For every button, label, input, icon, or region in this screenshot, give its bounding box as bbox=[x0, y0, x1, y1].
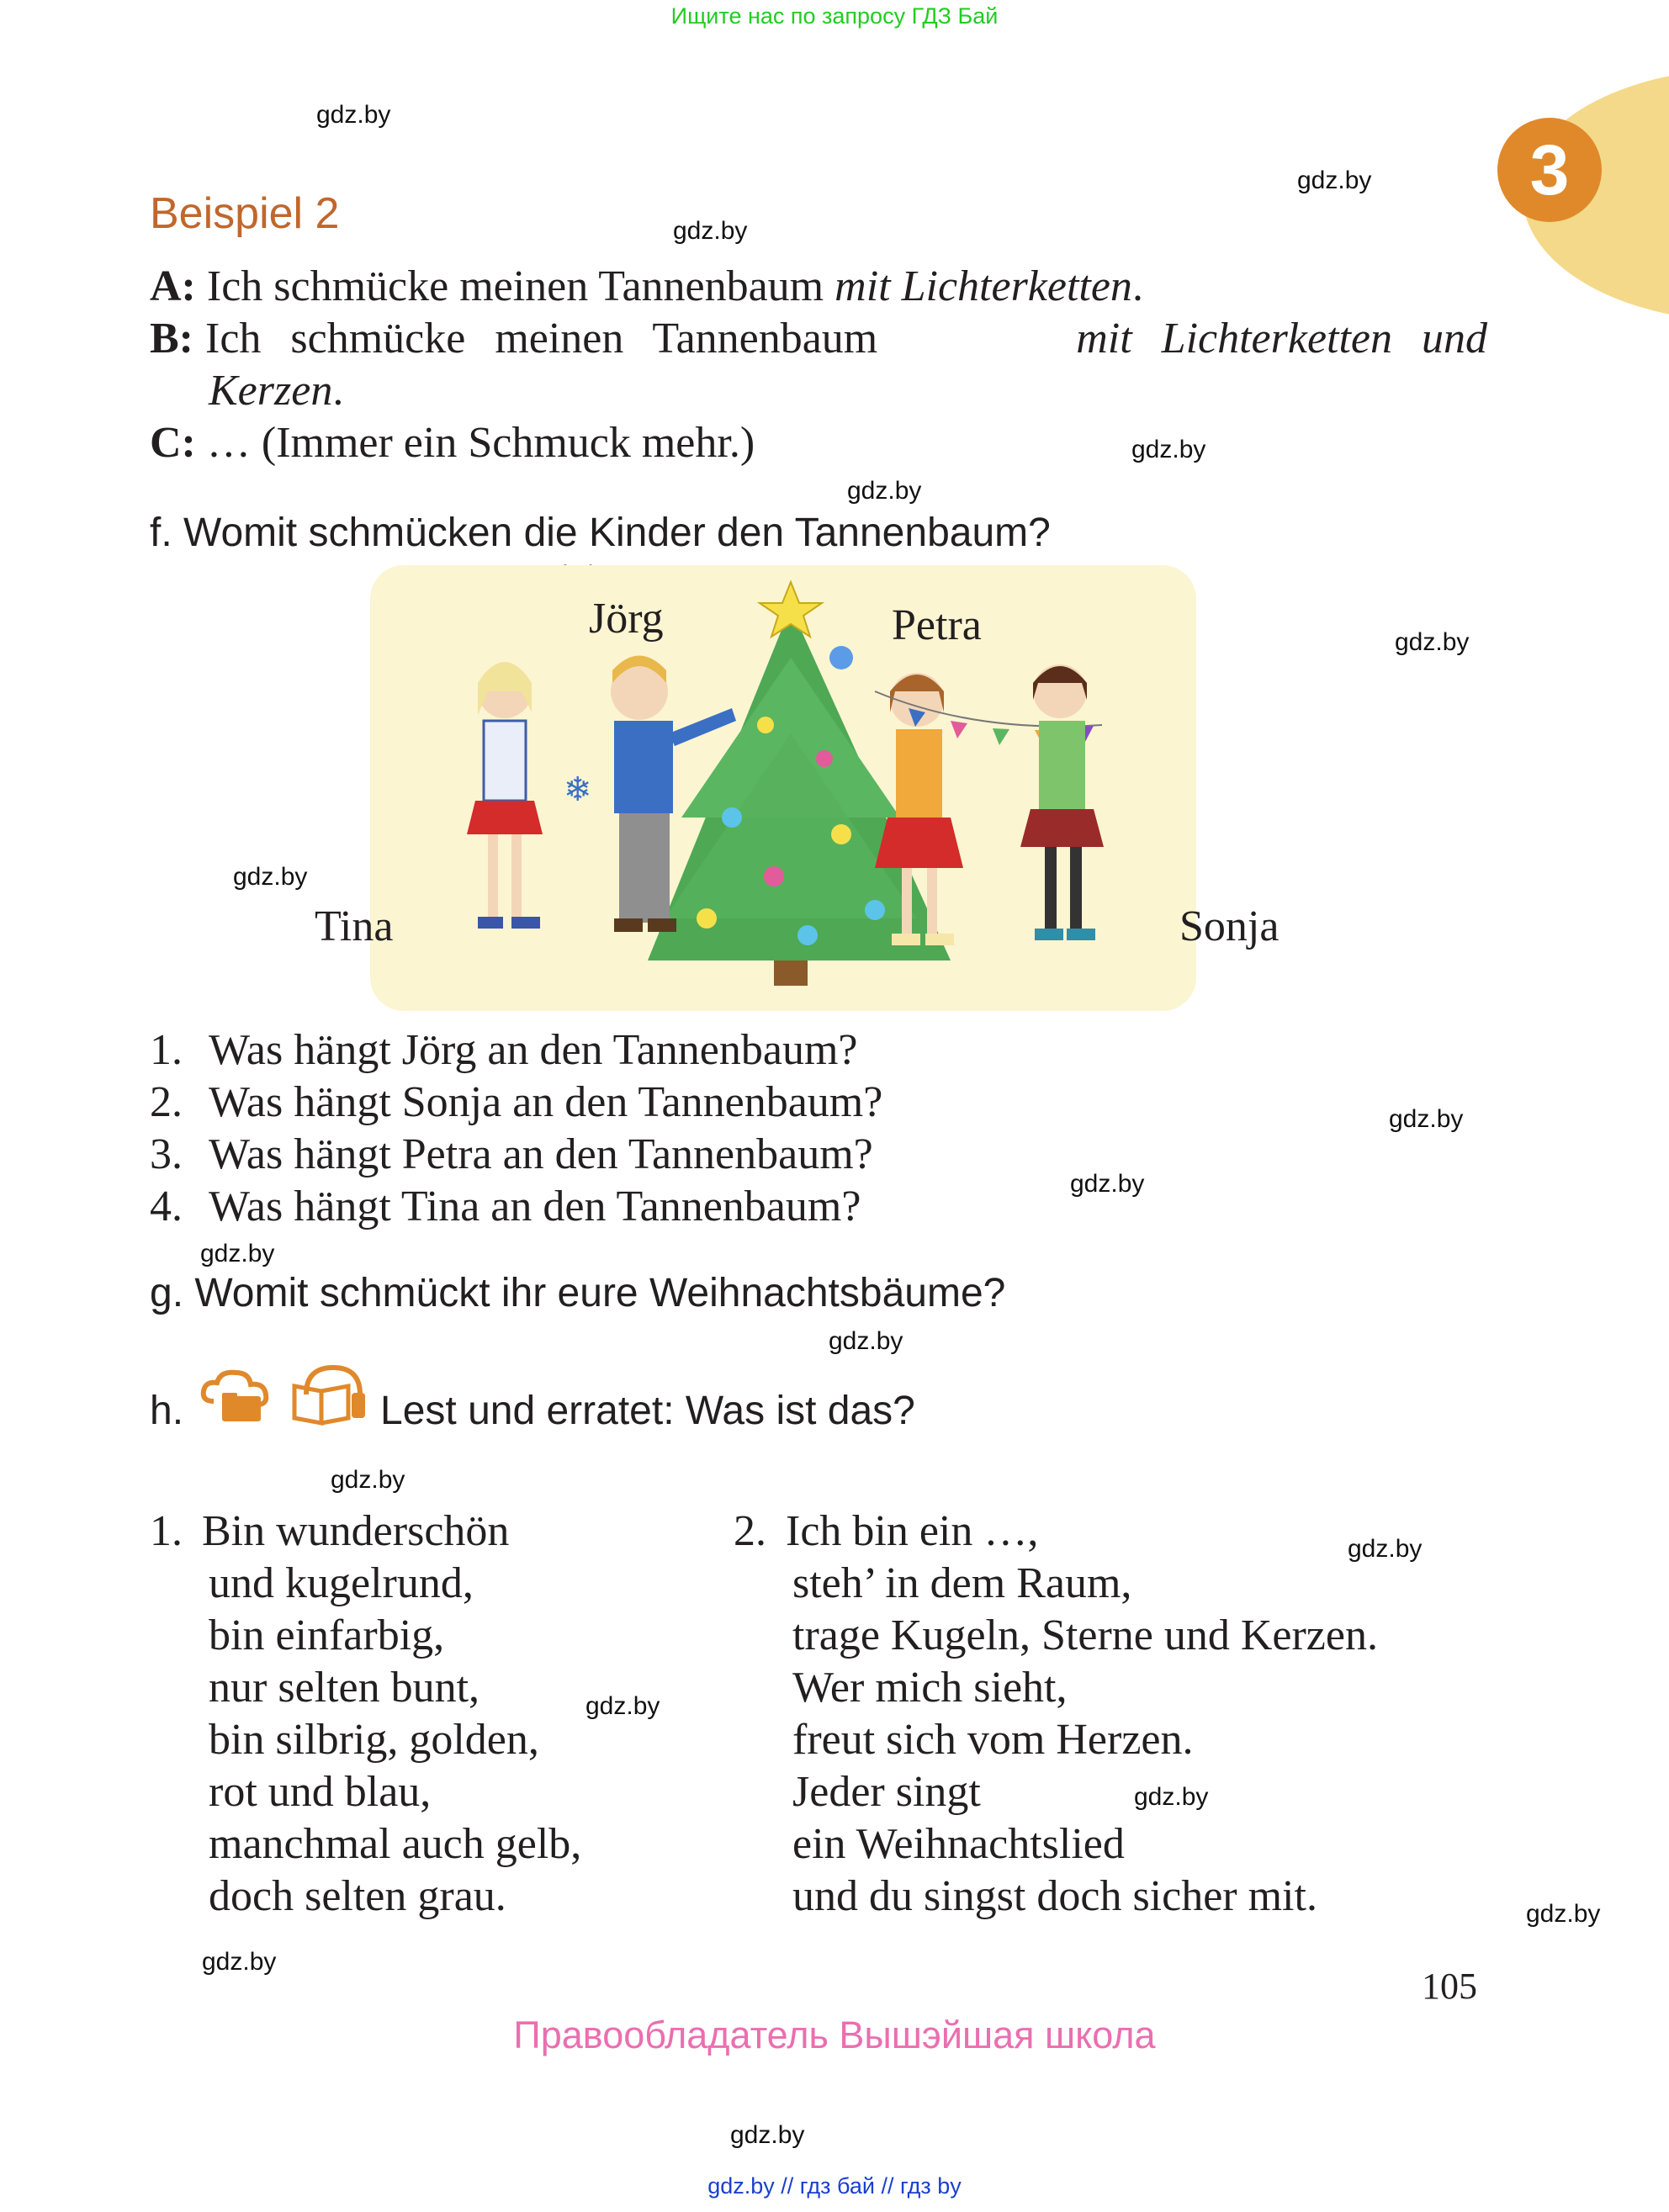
watermark: gdz.by bbox=[847, 477, 922, 505]
task-h-letter: h. bbox=[150, 1389, 184, 1433]
riddle-line: und kugelrund, bbox=[209, 1559, 474, 1607]
watermark: gdz.by bbox=[673, 217, 748, 245]
question-text: Was hängt Jörg an den Tannenbaum? bbox=[209, 1026, 858, 1074]
watermark: gdz.by bbox=[331, 1466, 405, 1494]
riddle-line: nur selten bunt, bbox=[209, 1664, 480, 1712]
question-number: 3. bbox=[150, 1130, 183, 1178]
line-a-end: . bbox=[1131, 262, 1143, 310]
question-number: 1. bbox=[150, 1026, 183, 1074]
watermark: gdz.by bbox=[200, 1240, 275, 1267]
cloud-folder-icon bbox=[199, 1368, 276, 1425]
question-number: 2. bbox=[150, 1078, 183, 1126]
watermark: gdz.by bbox=[202, 1948, 277, 1976]
watermark: gdz.by bbox=[1389, 1105, 1464, 1133]
page-number: 105 bbox=[1422, 1966, 1477, 2007]
example-title: Beispiel 2 bbox=[150, 189, 340, 238]
line-b-italic-2: Kerzen bbox=[209, 367, 333, 415]
task-h-title: Lest und erratet: Was ist das? bbox=[380, 1389, 915, 1433]
watermark: gdz.by bbox=[730, 2121, 805, 2149]
line-c-label: C: bbox=[150, 419, 196, 467]
riddle-line: Bin wunderschön bbox=[202, 1507, 510, 1555]
line-b-text: Ich schmücke meinen Tannenbaum bbox=[205, 315, 878, 362]
watermark: gdz.by bbox=[1526, 1900, 1601, 1928]
copyright-holder: Правообладатель Вышэйшая школа bbox=[513, 2014, 1156, 2056]
footer-links[interactable]: gdz.by // гдз бай // гдз by bbox=[707, 2173, 962, 2199]
riddle-1 bbox=[150, 1506, 581, 1923]
task-g-title: g. Womit schmückt ihr eure Weihnachtsbäume? bbox=[150, 1271, 1006, 1315]
watermark: gdz.by bbox=[1395, 628, 1470, 656]
question-4 bbox=[150, 1181, 861, 1233]
question-3 bbox=[150, 1129, 873, 1181]
example-line-c bbox=[150, 417, 755, 469]
riddle-line: doch selten grau. bbox=[209, 1872, 506, 1920]
riddle-number: 2. bbox=[734, 1507, 766, 1555]
line-b-end: . bbox=[332, 367, 344, 415]
riddle-line: bin einfarbig, bbox=[209, 1611, 445, 1659]
riddle-line: trage Kugeln, Sterne und Kerzen. bbox=[792, 1611, 1378, 1659]
line-a-label: A: bbox=[150, 262, 196, 310]
question-2 bbox=[150, 1077, 882, 1129]
question-text: Was hängt Petra an den Tannenbaum? bbox=[209, 1130, 873, 1178]
watermark: gdz.by bbox=[316, 101, 391, 129]
snowflake-icon: ❄ bbox=[564, 770, 592, 809]
question-text: Was hängt Tina an den Tannenbaum? bbox=[209, 1183, 861, 1230]
riddle-line: ein Weihnachtslied bbox=[792, 1820, 1125, 1868]
line-a-text: Ich schmücke meinen Tannenbaum bbox=[206, 262, 824, 310]
riddle-line: manchmal auch gelb, bbox=[209, 1820, 582, 1868]
watermark: gdz.by bbox=[1297, 167, 1372, 194]
riddle-line: Wer mich sieht, bbox=[792, 1664, 1068, 1712]
chapter-number-badge: 3 bbox=[1497, 118, 1602, 222]
example-line-b-cont bbox=[209, 365, 343, 417]
line-c-text: … (Immer ein Schmuck mehr.) bbox=[206, 419, 755, 467]
riddle-line: bin silbrig, golden, bbox=[209, 1716, 539, 1764]
name-sonja: Sonja bbox=[1179, 902, 1280, 950]
question-number: 4. bbox=[150, 1183, 183, 1230]
top-search-note: Ищите нас по запросу ГДЗ Бай bbox=[670, 3, 999, 29]
riddle-line: steh’ in dem Raum, bbox=[792, 1559, 1132, 1607]
christmas-tree-illustration bbox=[370, 565, 1196, 1011]
line-b-label: B: bbox=[150, 315, 193, 362]
book-headphones-icon bbox=[289, 1361, 370, 1426]
watermark: gdz.by bbox=[1134, 1783, 1209, 1811]
watermark: gdz.by bbox=[585, 1692, 660, 1720]
name-petra: Petra bbox=[892, 601, 982, 649]
riddle-line: Jeder singt bbox=[792, 1768, 981, 1816]
riddle-line: rot und blau, bbox=[209, 1768, 432, 1816]
name-tina: Tina bbox=[315, 902, 394, 950]
question-1 bbox=[150, 1024, 858, 1077]
question-text: Was hängt Sonja an den Tannenbaum? bbox=[209, 1078, 883, 1126]
watermark: gdz.by bbox=[1348, 1535, 1423, 1563]
watermark: gdz.by bbox=[1131, 436, 1206, 463]
watermark: gdz.by bbox=[1070, 1170, 1145, 1198]
watermark: gdz.by bbox=[233, 863, 308, 891]
riddle-line: Ich bin ein …, bbox=[786, 1507, 1039, 1555]
watermark: gdz.by bbox=[829, 1327, 903, 1355]
name-joerg: Jörg bbox=[589, 595, 664, 643]
task-f-title: f. Womit schmücken die Kinder den Tannenbaum? bbox=[150, 511, 1051, 555]
riddle-number: 1. bbox=[150, 1507, 183, 1555]
line-b-italic: mit Lichterketten und bbox=[1076, 315, 1487, 362]
riddle-2 bbox=[734, 1506, 1378, 1923]
line-a-italic: mit Lichterketten bbox=[834, 262, 1132, 310]
example-line-a bbox=[150, 261, 1143, 313]
riddle-line: und du singst doch sicher mit. bbox=[792, 1872, 1317, 1920]
example-line-b bbox=[150, 313, 1487, 365]
riddle-line: freut sich vom Herzen. bbox=[792, 1716, 1194, 1764]
